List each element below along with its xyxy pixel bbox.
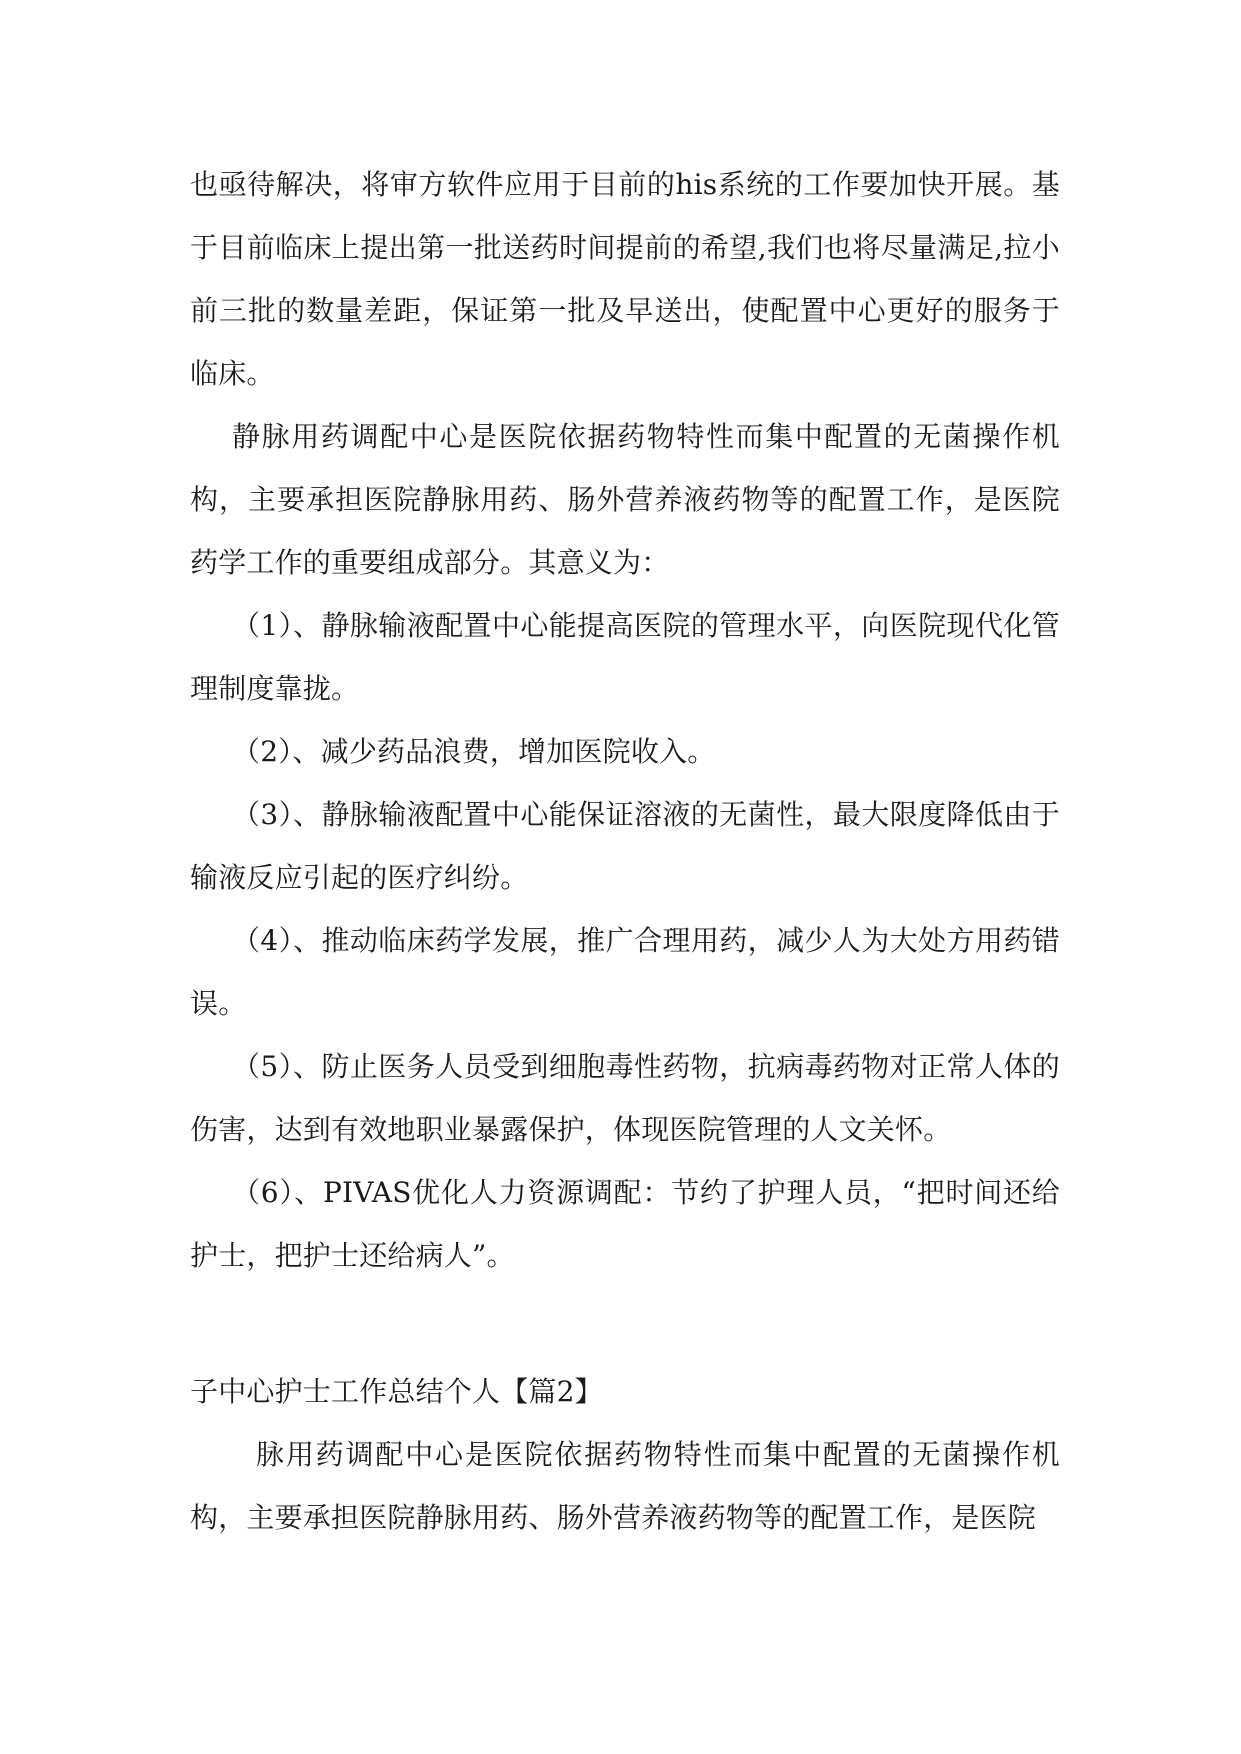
- paragraph-point-6: （6）、PIVAS优化人力资源调配：节约了护理人员，“把时间还给护士，把护士还给病人”。: [190, 1176, 1060, 1272]
- paragraph-point-3: （3）、静脉输液配置中心能保证溶液的无菌性，最大限度降低由于输液反应引起的医疗纠纷。: [190, 798, 1060, 894]
- document-body: [190, 153, 1060, 1549]
- paragraph-point-4: （4）、推动临床药学发展，推广合理用药，减少人为大处方用药错误。: [190, 924, 1060, 1020]
- paragraph-definition: 静脉用药调配中心是医院依据药物特性而集中配置的无菌操作机构，主要承担医院静脉用药、肠外营养液药物等的配置工作，是医院药学工作的重要组成部分。其意义为：: [190, 420, 1060, 579]
- section-gap: [190, 1287, 1060, 1360]
- section-paragraph: 脉用药调配中心是医院依据药物特性而集中配置的无菌操作机构，主要承担医院静脉用药、肠外营养液药物等的配置工作，是医院: [190, 1438, 1060, 1534]
- paragraph-intro: 也亟待解决，将审方软件应用于目前的his系统的工作要加快开展。基于目前临床上提出第一批送药时间提前的希望,我们也将尽量满足,拉小前三批的数量差距，保证第一批及早送出，使配置中心更好的服务于临床。: [190, 168, 1060, 390]
- paragraph-point-1: （1）、静脉输液配置中心能提高医院的管理水平，向医院现代化管理制度靠拢。: [190, 609, 1060, 705]
- section-heading: 子中心护士工作总结个人【篇2】: [190, 1375, 603, 1408]
- paragraph-point-2: （2）、减少药品浪费，增加医院收入。: [232, 735, 716, 768]
- paragraph-point-5: （5）、防止医务人员受到细胞毒性药物，抗病毒药物对正常人体的伤害，达到有效地职业暴露保护，体现医院管理的人文关怀。: [190, 1050, 1060, 1146]
